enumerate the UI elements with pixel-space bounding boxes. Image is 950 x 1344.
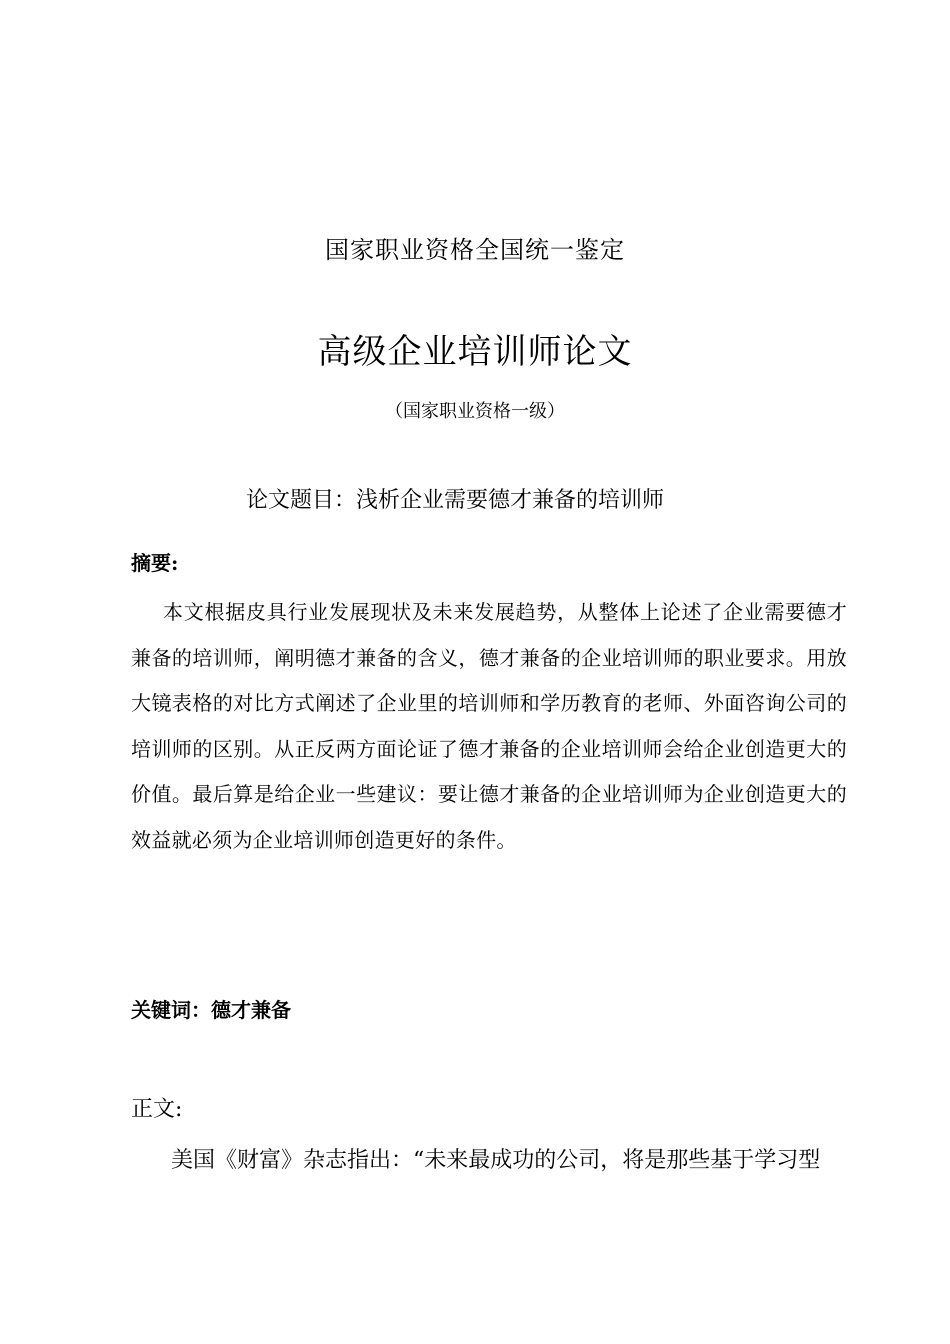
document-subtitle: （国家职业资格一级） bbox=[385, 401, 565, 422]
body-label: 正文: bbox=[131, 1097, 183, 1122]
abstract-label: 摘要: bbox=[131, 551, 179, 575]
thesis-topic: 论文题目：浅析企业需要德才兼备的培训师 bbox=[245, 488, 664, 513]
document-title: 高级企业培训师论文 bbox=[317, 332, 633, 372]
keywords-line: 关键词：德才兼备 bbox=[131, 998, 291, 1022]
abstract-text: 本文根据皮具行业发展现状及未来发展趋势，从整体上论述了企业需要德才兼备的培训师，阐明德才兼备的含义，德才兼备的企业培训师的职业要求。用放大镜表格的对比方式阐述了企业里的培训师和学历教育的老师、外面咨询公司的培训师的区别。从正反两方面论证了德才兼备的企业培训师会给企业创造更大的价值。最后算是给企业一些建议：要让德才兼备的企业培训师为企业创造更大的效益就必须为企业培训师创造更好的条件。 bbox=[131, 600, 847, 852]
body-first-line: 美国《财富》杂志指出：“未来最成功的公司，将是那些基于学习型 bbox=[171, 1148, 821, 1173]
certification-header: 国家职业资格全国统一鉴定 bbox=[325, 236, 625, 264]
